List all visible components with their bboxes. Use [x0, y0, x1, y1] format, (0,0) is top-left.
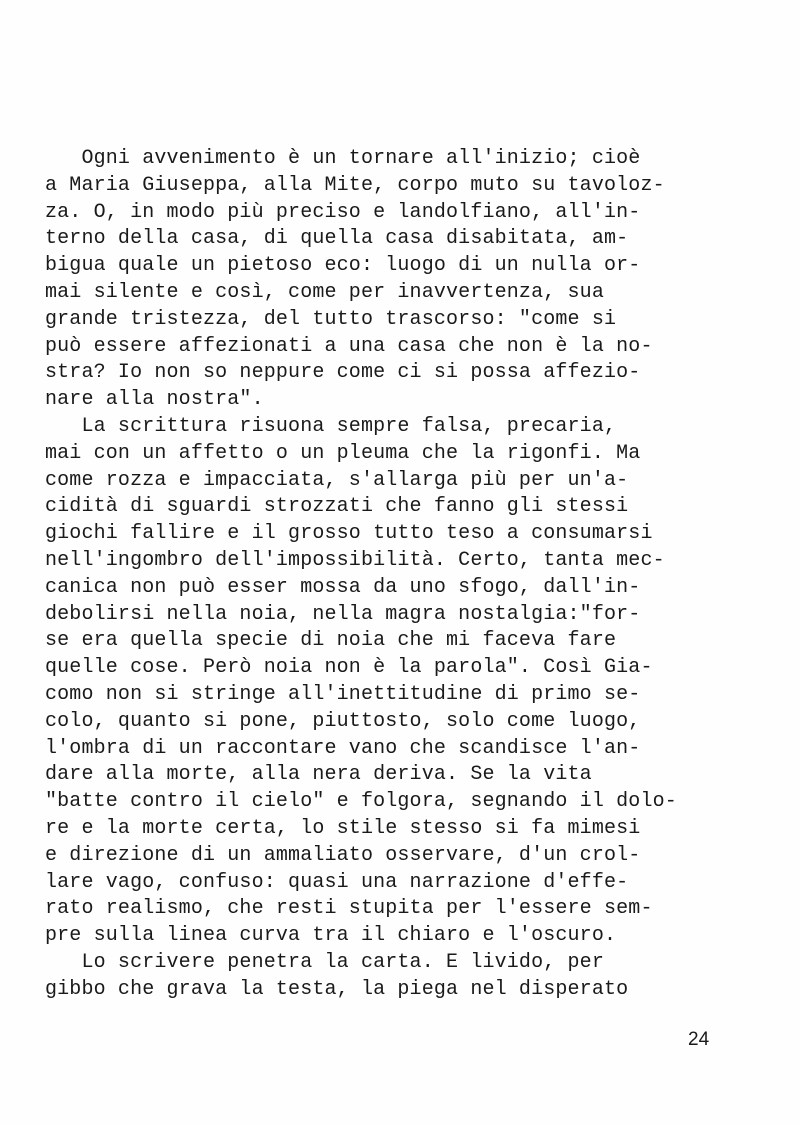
- text-line: gibbo che grava la testa, la piega nel disperato: [45, 977, 629, 1001]
- text-line: canica non può esser mossa da uno sfogo, dall'in-: [45, 575, 641, 599]
- text-line: a Maria Giuseppa, alla Mite, corpo muto su tavoloz-: [45, 173, 665, 197]
- text-line: pre sulla linea curva tra il chiaro e l'oscuro.: [45, 924, 617, 948]
- text-line: colo, quanto si pone, piuttosto, solo come luogo,: [45, 709, 641, 733]
- text-line: debolirsi nella noia, nella magra nostalgia:"for-: [45, 602, 641, 626]
- text-line: se era quella specie di noia che mi faceva fare: [45, 629, 617, 653]
- text-line: giochi fallire e il grosso tutto teso a consumarsi: [45, 522, 653, 546]
- text-line: stra? Io non so neppure come ci si possa affezio-: [45, 361, 641, 385]
- text-line: za. O, in modo più preciso e landolfiano, all'in-: [45, 200, 641, 224]
- text-line: re e la morte certa, lo stile stesso si fa mimesi: [45, 816, 641, 840]
- text-line: Ogni avvenimento è un tornare all'inizio; cioè: [45, 147, 641, 170]
- text-line: può essere affezionati a una casa che non è la no-: [45, 334, 653, 358]
- page-number: 24: [688, 1029, 710, 1050]
- text-line: lare vago, confuso: quasi una narrazione d'effe-: [45, 870, 629, 894]
- text-line: rato realismo, che resti stupita per l'essere sem-: [45, 897, 653, 921]
- text-line: terno della casa, di quella casa disabitata, am-: [45, 227, 629, 251]
- text-line: nell'ingombro dell'impossibilità. Certo, tanta mec-: [45, 548, 665, 572]
- text-line: grande tristezza, del tutto trascorso: "come si: [45, 307, 617, 331]
- text-line: La scrittura risuona sempre falsa, precaria,: [45, 414, 617, 438]
- text-line: bigua quale un pietoso eco: luogo di un nulla or-: [45, 254, 641, 278]
- text-line: come rozza e impacciata, s'allarga più per un'a-: [45, 468, 629, 492]
- text-line: mai silente e così, come per inavvertenza, sua: [45, 280, 604, 304]
- text-line: mai con un affetto o un pleuma che la rigonfi. Ma: [45, 441, 641, 465]
- text-line: e direzione di un ammaliato osservare, d'un crol-: [45, 843, 641, 867]
- text-line: Lo scrivere penetra la carta. E livido, per: [45, 950, 604, 974]
- text-line: nare alla nostra".: [45, 388, 264, 412]
- text-line: quelle cose. Però noia non è la parola". Così Gia-: [45, 656, 653, 680]
- text-line: dare alla morte, alla nera deriva. Se la vita: [45, 763, 592, 787]
- text-line: "batte contro il cielo" e folgora, segnando il dolo-: [45, 790, 677, 814]
- text-line: cidità di sguardi strozzati che fanno gli stessi: [45, 495, 629, 519]
- text-line: como non si stringe all'inettitudine di primo se-: [45, 682, 641, 706]
- text-line: l'ombra di un raccontare vano che scandisce l'an-: [45, 736, 641, 760]
- body-text: [45, 146, 765, 1004]
